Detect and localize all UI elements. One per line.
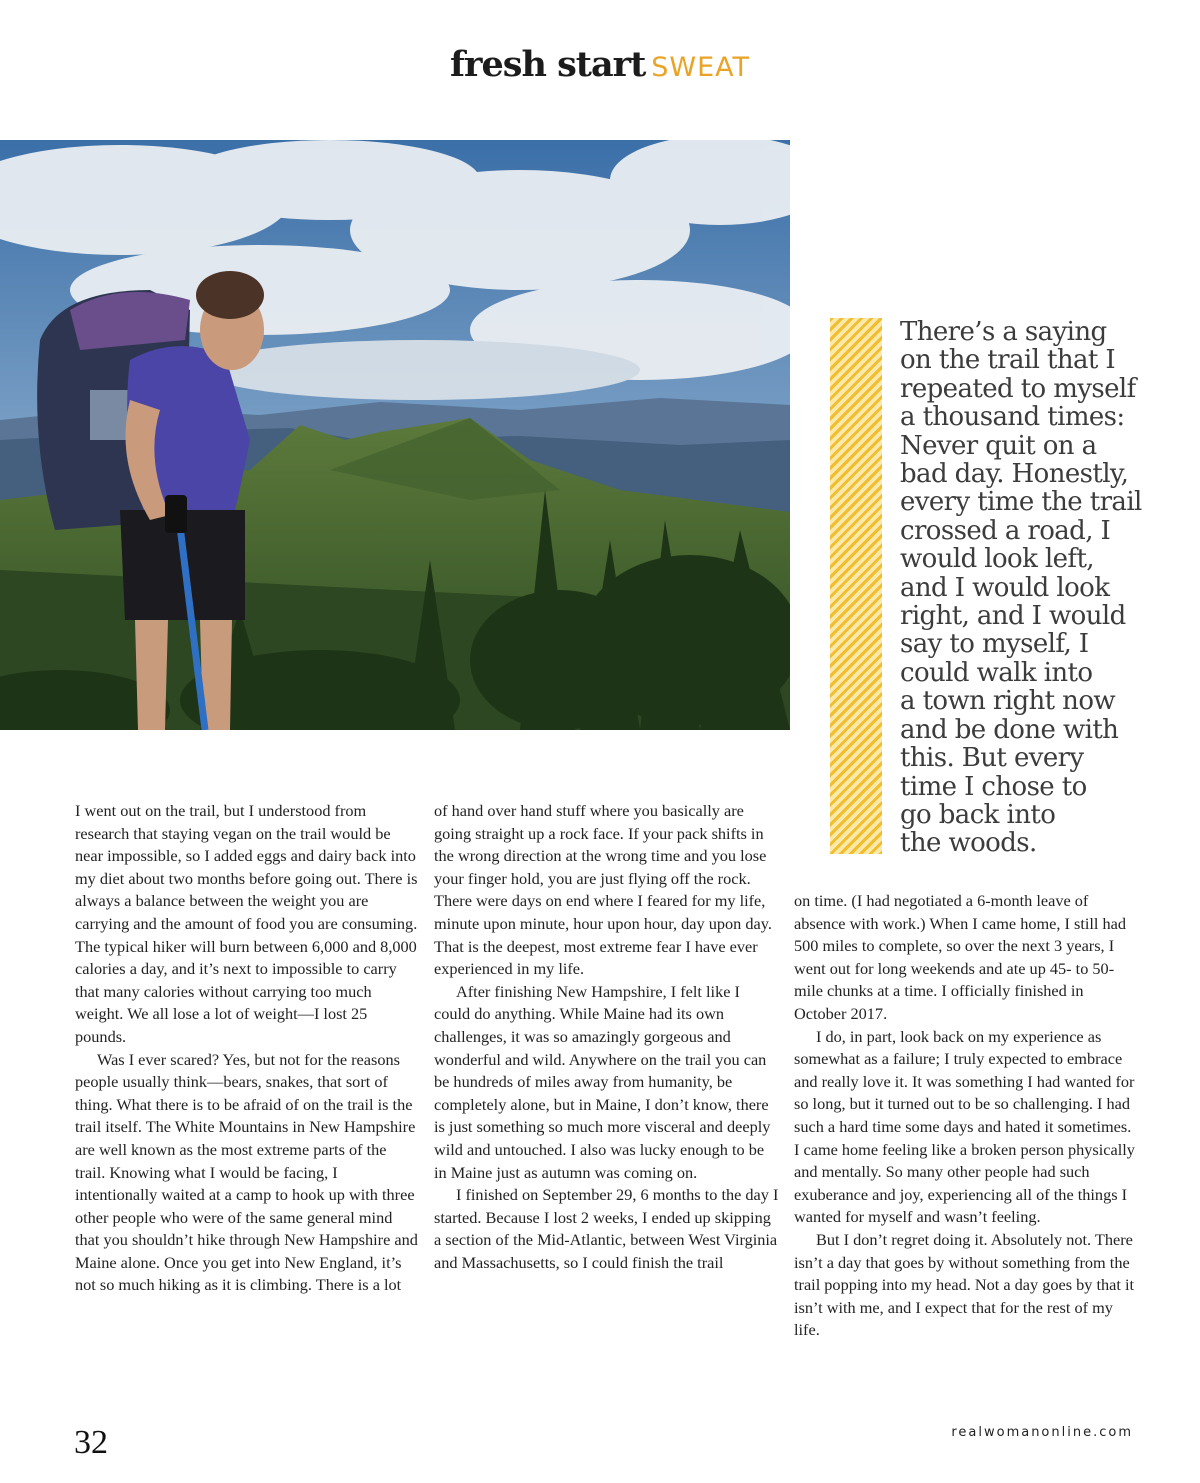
pull-quote-line: a thousand times: [900, 402, 1125, 433]
pull-quote-line: crossed a road, I [900, 515, 1111, 546]
section-tag: SWEAT [651, 52, 751, 83]
pull-quote-line: could walk into [900, 657, 1093, 688]
article-paragraph: I finished on September 29, 6 months to the day I started. Because I lost 2 weeks, I ended up skipping a section of the Mid-Atlantic, between West Virginia and Massachusetts, so I could finish the trail [434, 1185, 779, 1272]
pull-quote [900, 318, 1170, 858]
section-header [0, 44, 1200, 85]
page-number: 32 [74, 1424, 108, 1461]
article-paragraph: Was I ever scared? Yes, but not for the reasons people usually think—bears, snakes, that sort of thing. What there is to be afraid of on the trail is the trail itself. The White Mountains in New Hampshire are well known as the most extreme parts of the trail. Knowing what I would be facing, I intentionally waited at a camp to hook up with three other people who were of the same general mind that you shouldn’t hike through New Hampshire and Maine alone. Once you get into New England, it’s not so much hiking as it is climbing. There is a lot [75, 1049, 418, 1295]
article-paragraph: on time. (I had negotiated a 6-month leave of absence with work.) When I came home, I still had 500 miles to complete, so over the next 3 years, I went out for long weekends and ate up 45- to 50-mile chunks at a time. I officially finished in October 2017. [794, 891, 1127, 1023]
pull-quote-bar [830, 318, 882, 854]
pull-quote-line: say to myself, I [900, 629, 1089, 660]
pull-quote-line: bad day. Honestly, [900, 459, 1129, 490]
article-column-2 [434, 800, 779, 1274]
pull-quote-line: There’s a saying [900, 317, 1107, 347]
pull-quote-line: a town right now [900, 686, 1116, 717]
article-paragraph: I do, in part, look back on my experience as somewhat as a failure; I truly expected to embrace and really love it. It was something I had wanted for so long, but it turned out to be so challenging. I had such a hard time some days and hated it sometimes. I came home feeling like a broken person physically and mentally. So many other people had such exuberance and joy, experiencing all of the things I wanted for myself and wasn’t feeling. [794, 1026, 1135, 1227]
pull-quote-line: and be done with [900, 714, 1119, 745]
pull-quote-line: this. But every [900, 743, 1084, 774]
article-paragraph: But I don’t regret doing it. Absolutely not. There isn’t a day that goes by without something from the trail popping into my head. Not a day goes by that it isn’t with me, and I expect that for the rest of my life. [794, 1229, 1135, 1340]
pull-quote-line: time I chose to [900, 771, 1087, 802]
pull-quote-line: on the trail that I [900, 345, 1116, 376]
article-paragraph: of hand over hand stuff where you basically are going straight up a rock face. If your pack shifts in the wrong direction at the wrong time and you lose your finger hold, you are just flying off the rock. There were days on end where I feared for my life, minute upon minute, hour upon hour, day upon day. That is the deepest, most extreme fear I have ever experienced in my life. [434, 801, 772, 979]
pull-quote-line: right, and I would [900, 601, 1126, 632]
article-column-1 [75, 800, 420, 1297]
pull-quote-line: the woods. [900, 828, 1037, 859]
pull-quote-line: and I would look [900, 572, 1110, 603]
pull-quote-line: would look left, [900, 544, 1094, 575]
website-url: realwomanonline.com [951, 1425, 1133, 1440]
article-paragraph: After finishing New Hampshire, I felt like I could do anything. While Maine had its own challenges, it was so amazingly gorgeous and wonderful and wild. Anywhere on the trail you can be hundreds of miles away from humanity, be completely alone, but in Maine, I don’t know, there is just something so much more visceral and deeply wild and untouched. I also was lucky enough to be in Maine just as autumn was coming on. [434, 981, 771, 1182]
pull-quote-line: repeated to myself [900, 373, 1136, 404]
pull-quote-line: Never quit on a [900, 430, 1097, 461]
article-column-3 [794, 890, 1139, 1342]
hiker-photo [0, 140, 790, 730]
section-name: fresh start [449, 44, 646, 85]
pull-quote-line: go back into [900, 799, 1056, 830]
article-paragraph: I went out on the trail, but I understood from research that staying vegan on the trail would be near impossible, so I added eggs and dairy back into my diet about two months before going out. There is always a balance between the weight you are carrying and the amount of food you are consuming. The typical hiker will burn between 6,000 and 8,000 calories a day, and it’s next to impossible to carry that many calories without carrying too much weight. We all lose a lot of weight—I lost 25 pounds. [75, 801, 418, 1046]
pull-quote-line: every time the trail [900, 487, 1142, 518]
